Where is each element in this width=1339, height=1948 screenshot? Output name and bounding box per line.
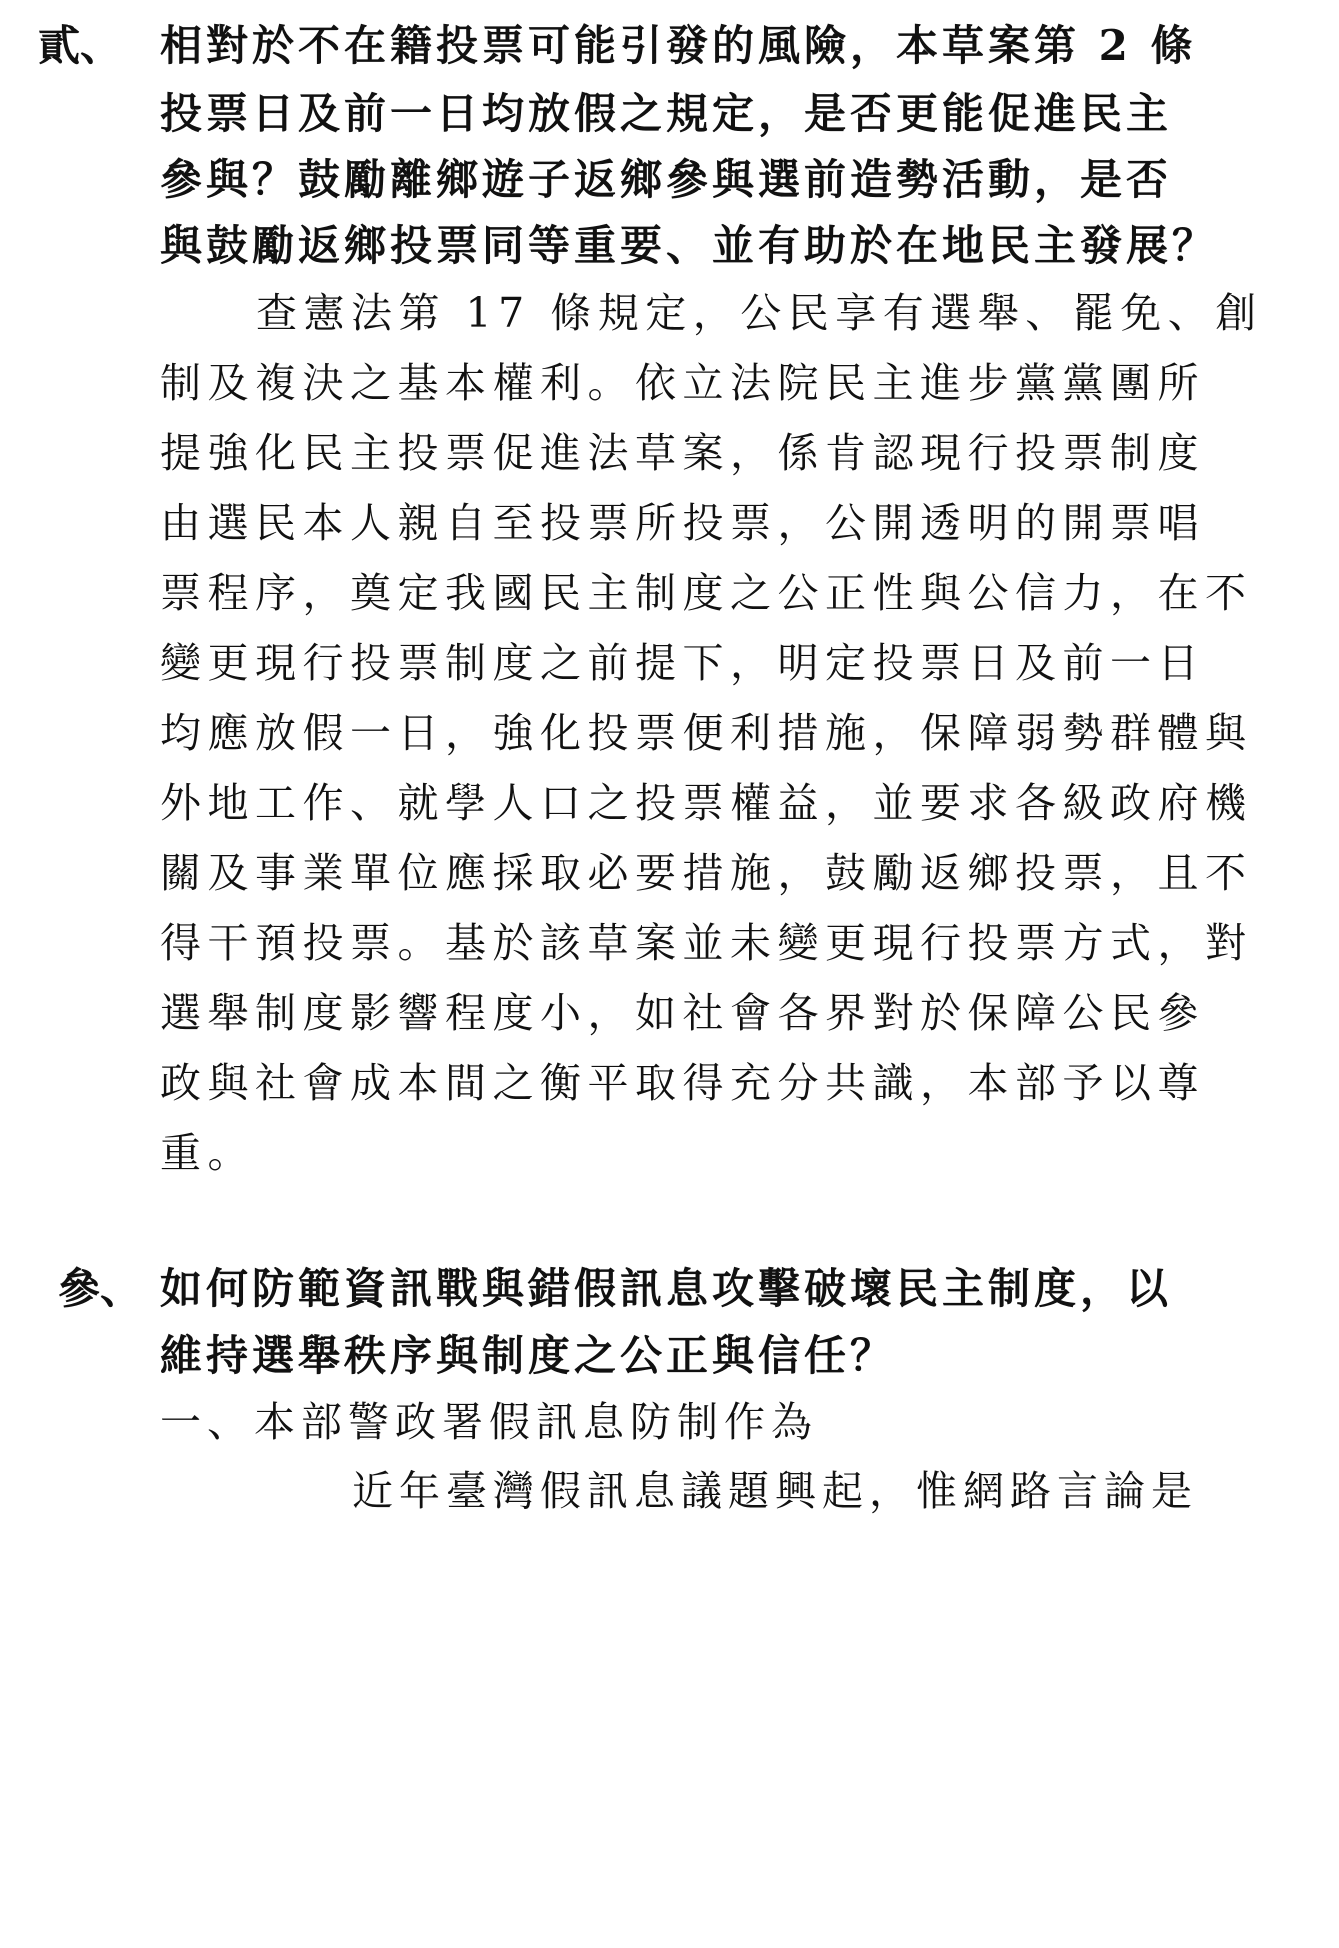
section-3-subheading: 一、本部警政署假訊息防制作為 xyxy=(160,1398,818,1446)
section-2-body-line: 政與社會成本間之衡平取得充分共識，本部予以尊 xyxy=(160,1059,1205,1107)
section-3-number: 參、 xyxy=(58,1264,143,1313)
section-3-heading-line: 如何防範資訊戰與錯假訊息攻擊破壞民主制度，以 xyxy=(160,1264,1173,1313)
section-2-body-line: 票程序，奠定我國民主制度之公正性與公信力，在不 xyxy=(160,569,1253,617)
section-2-heading-line: 投票日及前一日均放假之規定，是否更能促進民主 xyxy=(160,89,1173,138)
section-2-body-line: 均應放假一日，強化投票便利措施，保障弱勢群體與 xyxy=(160,709,1253,757)
section-2-body-line: 重。 xyxy=(160,1129,255,1177)
section-2-heading-line: 相對於不在籍投票可能引發的風險，本草案第 2 條 xyxy=(160,21,1197,70)
section-2-body-line: 查憲法第 17 條規定，公民享有選舉、罷免、創 xyxy=(256,289,1263,337)
section-2-body-line: 制及複決之基本權利。依立法院民主進步黨黨團所 xyxy=(160,359,1205,407)
section-2-body-line: 由選民本人親自至投票所投票，公開透明的開票唱 xyxy=(160,499,1205,547)
section-2-number: 貳、 xyxy=(38,21,123,70)
section-2-body-line: 變更現行投票制度之前提下，明定投票日及前一日 xyxy=(160,639,1205,687)
section-2-body-line: 提強化民主投票促進法草案，係肯認現行投票制度 xyxy=(160,429,1205,477)
section-2-body-line: 關及事業單位應採取必要措施，鼓勵返鄉投票，且不 xyxy=(160,849,1253,897)
section-2-heading-line: 參與？鼓勵離鄉遊子返鄉參與選前造勢活動，是否 xyxy=(160,155,1173,204)
section-2-body-line: 選舉制度影響程度小，如社會各界對於保障公民參 xyxy=(160,989,1205,1037)
section-2-body-line: 得干預投票。基於該草案並未變更現行投票方式，對 xyxy=(160,919,1253,967)
section-3-heading-line: 維持選舉秩序與制度之公正與信任？ xyxy=(160,1331,897,1380)
section-2-heading-line: 與鼓勵返鄉投票同等重要、並有助於在地民主發展？ xyxy=(160,221,1219,270)
section-3-paragraph-line: 近年臺灣假訊息議題興起，惟網路言論是 xyxy=(352,1467,1198,1515)
section-2-body-line: 外地工作、就學人口之投票權益，並要求各級政府機 xyxy=(160,779,1253,827)
